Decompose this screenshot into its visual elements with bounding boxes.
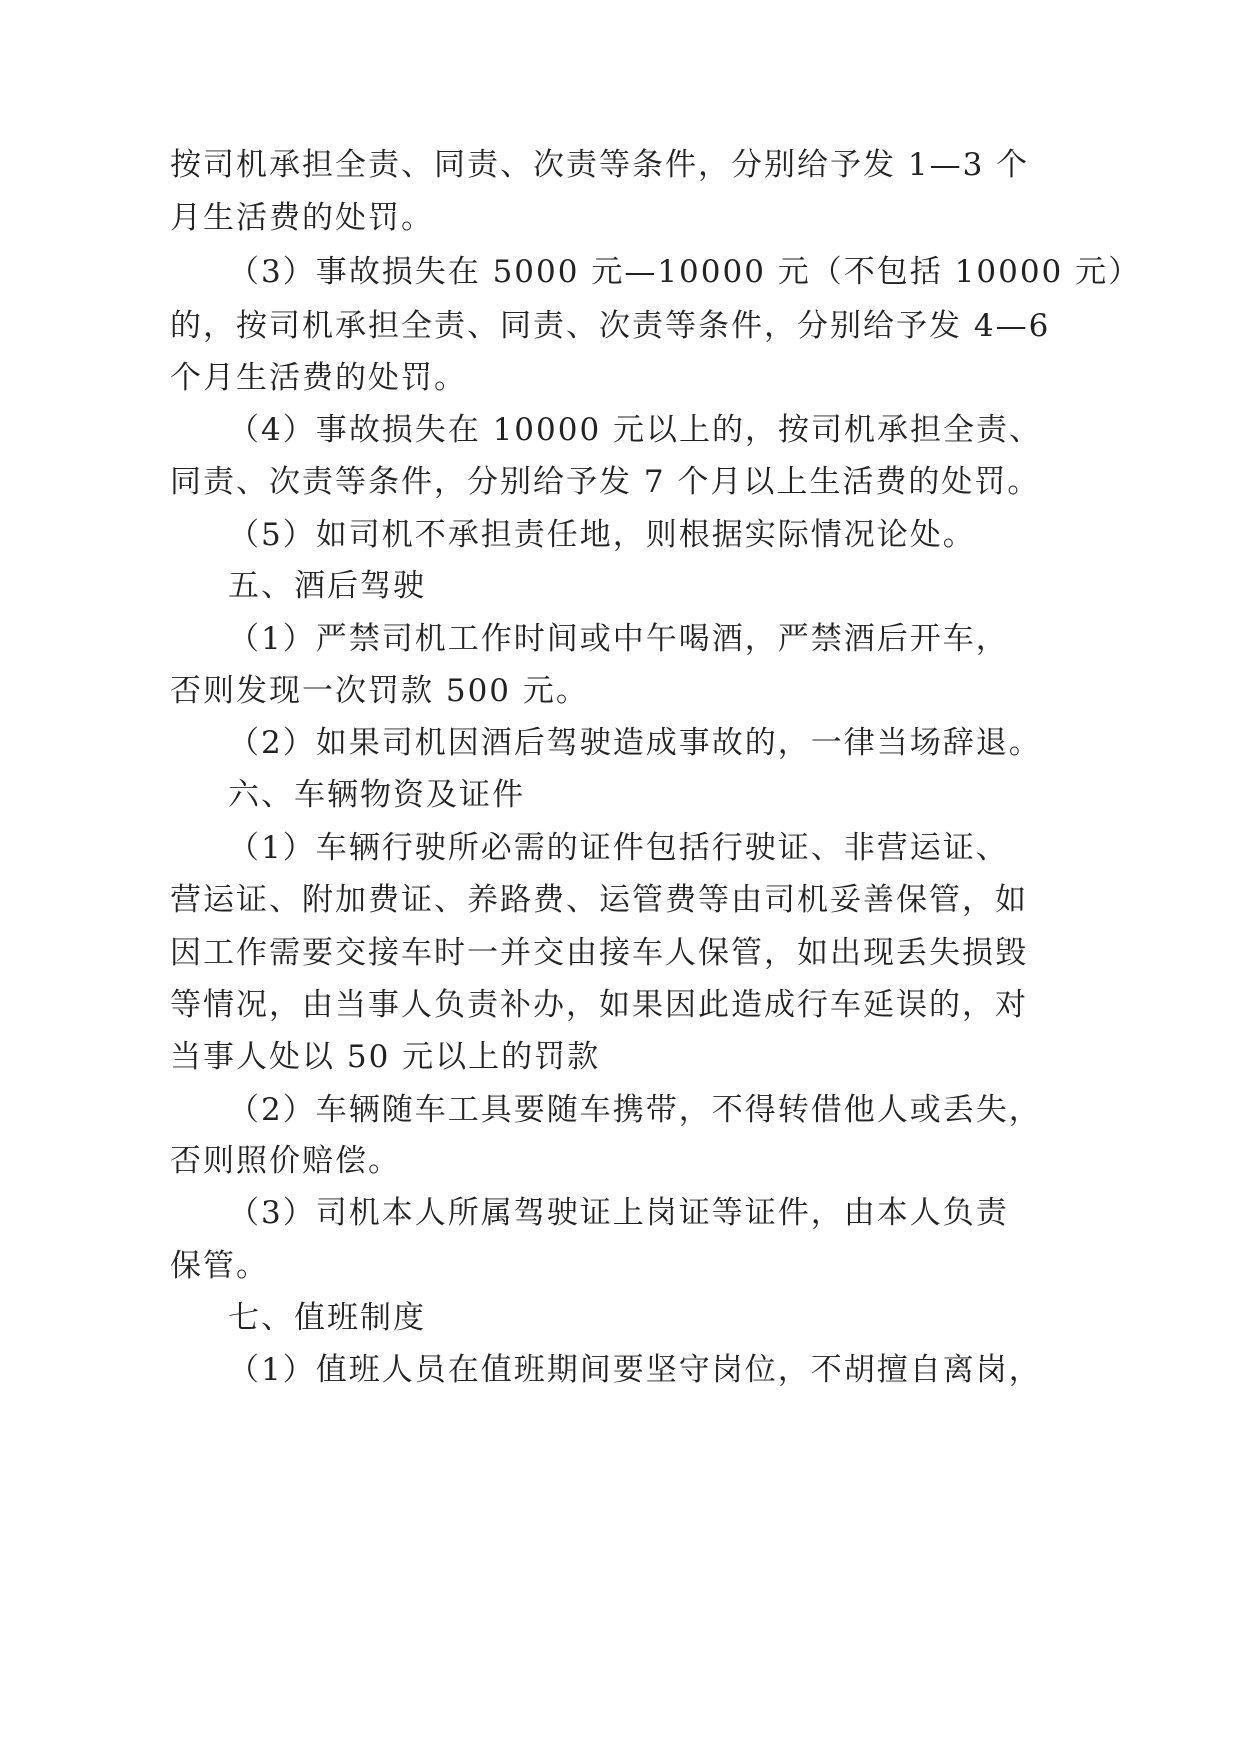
text-line: （4）事故损失在 10000 元以上的，按司机承担全责、 xyxy=(228,412,1043,448)
text-line: （1）严禁司机工作时间或中午喝酒，严禁酒后开车， xyxy=(228,621,1009,657)
section-heading: 五、酒后驾驶 xyxy=(228,568,426,604)
text-line: 个月生活费的处罚。 xyxy=(170,360,467,396)
text-line: （3）事故损失在 5000 元—10000 元（不包括 10000 元） xyxy=(228,254,1142,290)
text-line: 否则照价赔偿。 xyxy=(170,1143,401,1179)
text-line: 营运证、附加费证、养路费、运管费等由司机妥善保管，如 xyxy=(170,882,1028,918)
text-line: （2）如果司机因酒后驾驶造成事故的，一律当场辞退。 xyxy=(228,725,1042,761)
text-line: （1）值班人员在值班期间要坚守岗位，不胡擅自离岗， xyxy=(228,1352,1042,1388)
text-line: 按司机承担全责、同责、次责等条件，分别给予发 1—3 个 xyxy=(170,147,1030,183)
text-line: 等情况，由当事人负责补办，如果因此造成行车延误的，对 xyxy=(170,987,1028,1023)
text-line: 月生活费的处罚。 xyxy=(170,200,434,236)
text-line: 当事人处以 50 元以上的罚款 xyxy=(170,1039,601,1075)
section-heading: 六、车辆物资及证件 xyxy=(228,777,525,813)
text-line: 同责、次责等条件，分别给予发 7 个月以上生活费的处罚。 xyxy=(170,464,1041,500)
text-line: （3）司机本人所属驾驶证上岗证等证件，由本人负责 xyxy=(228,1195,1009,1231)
text-line: 因工作需要交接车时一并交由接车人保管，如出现丢失损毁 xyxy=(170,935,1028,971)
text-line: 的，按司机承担全责、同责、次责等条件，分别给予发 4—6 xyxy=(170,308,1051,344)
text-line: 保管。 xyxy=(170,1248,269,1284)
text-line: （2）车辆随车工具要随车携带，不得转借他人或丢失， xyxy=(228,1092,1042,1128)
text-line: 否则发现一次罚款 500 元。 xyxy=(170,673,589,709)
text-line: （1）车辆行驶所必需的证件包括行驶证、非营运证、 xyxy=(228,830,1009,866)
text-line: （5）如司机不承担责任地，则根据实际情况论处。 xyxy=(228,517,976,553)
section-heading: 七、值班制度 xyxy=(228,1300,426,1336)
